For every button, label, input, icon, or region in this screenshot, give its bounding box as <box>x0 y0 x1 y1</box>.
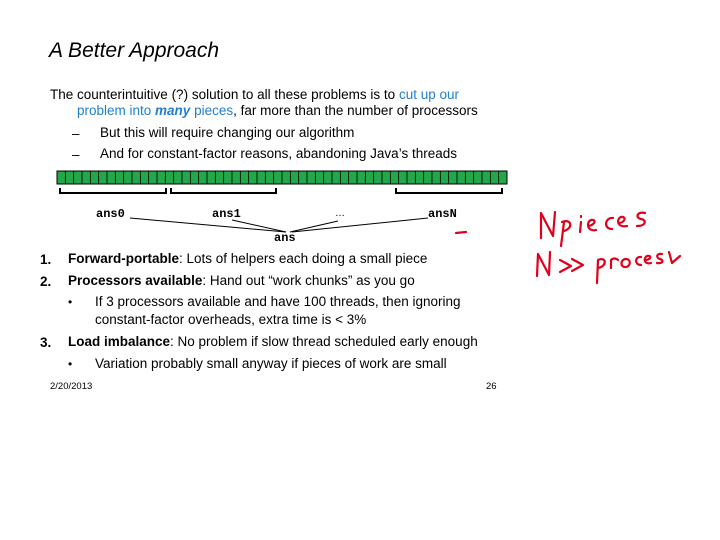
ink-c <box>606 218 613 229</box>
sub-point-marker: • <box>68 357 73 371</box>
sub-point-line: If 3 processors available and have 100 threads, then ignoring <box>95 294 461 309</box>
ink-tail <box>669 252 680 263</box>
slide-title: A Better Approach <box>49 39 220 62</box>
point-rest: : Lots of helpers each doing a small piece <box>179 251 428 266</box>
sub-bullet-marker: – <box>72 126 80 141</box>
sub-point-line: constant-factor overheads, extra time is < 3% <box>95 312 367 327</box>
bracket-ans0 <box>60 188 166 193</box>
ink-gtgt <box>560 259 583 272</box>
point-term: Forward-portable <box>68 251 180 266</box>
intro-highlight-3: pieces <box>190 103 234 118</box>
ink-e2 <box>645 256 651 264</box>
point-text <box>68 248 427 269</box>
sub-point-line: Variation probably small anyway if pieces of work are small <box>95 356 447 371</box>
footer-page-number: 26 <box>486 381 497 392</box>
point-term: Load imbalance <box>68 334 171 349</box>
label-ellipsis: … <box>335 208 345 219</box>
ink-e <box>588 220 596 230</box>
label-ans-root: ans <box>274 231 296 245</box>
ink-N <box>541 212 555 238</box>
ink-s <box>637 213 645 226</box>
point-number: 1. <box>40 252 52 267</box>
ink-o <box>622 259 630 267</box>
ink-p <box>561 221 570 246</box>
label-ansN: ansN <box>428 207 457 221</box>
pieces-bar <box>57 171 507 184</box>
point-rest: : Hand out “work chunks” as you go <box>202 273 415 288</box>
point-number: 2. <box>40 274 52 289</box>
sub-bullet-text: But this will require changing our algorithm <box>100 125 355 140</box>
intro-pre: The counterintuitive (?) solution to all these problems is to <box>50 87 399 102</box>
point-number: 3. <box>40 335 52 350</box>
point-text <box>68 331 478 352</box>
bracket-ansN <box>396 188 502 193</box>
ink-tick <box>456 232 466 233</box>
bracket-ans1 <box>171 188 276 193</box>
intro-emphasis: many <box>155 103 191 118</box>
ink-N2 <box>537 252 550 276</box>
intro-post: , far more than the number of processors <box>233 103 478 118</box>
ink-e <box>618 217 627 226</box>
sub-point-marker: • <box>68 295 73 309</box>
label-ans1: ans1 <box>212 207 241 221</box>
point-term: Processors available <box>68 273 203 288</box>
ink-c2 <box>636 257 641 265</box>
ink-r <box>611 259 618 269</box>
edge-ans0 <box>130 218 286 232</box>
ink-i <box>580 216 581 232</box>
sub-bullet-marker: – <box>72 147 80 162</box>
edge-ansN <box>292 218 428 232</box>
label-ans0: ans0 <box>96 207 125 221</box>
handwritten-annotation <box>456 212 680 283</box>
point-text <box>68 270 415 291</box>
sub-bullet-text: And for constant-factor reasons, abandoning Java’s threads <box>100 146 457 161</box>
footer-date: 2/20/2013 <box>50 381 93 392</box>
intro-highlight-1: cut up our <box>398 87 459 102</box>
point-rest: : No problem if slow thread scheduled early enough <box>170 334 478 349</box>
ink-s2 <box>657 254 662 263</box>
ink-p2 <box>597 259 605 283</box>
edge-dots <box>290 221 338 232</box>
intro-highlight-2: problem into <box>77 103 156 118</box>
